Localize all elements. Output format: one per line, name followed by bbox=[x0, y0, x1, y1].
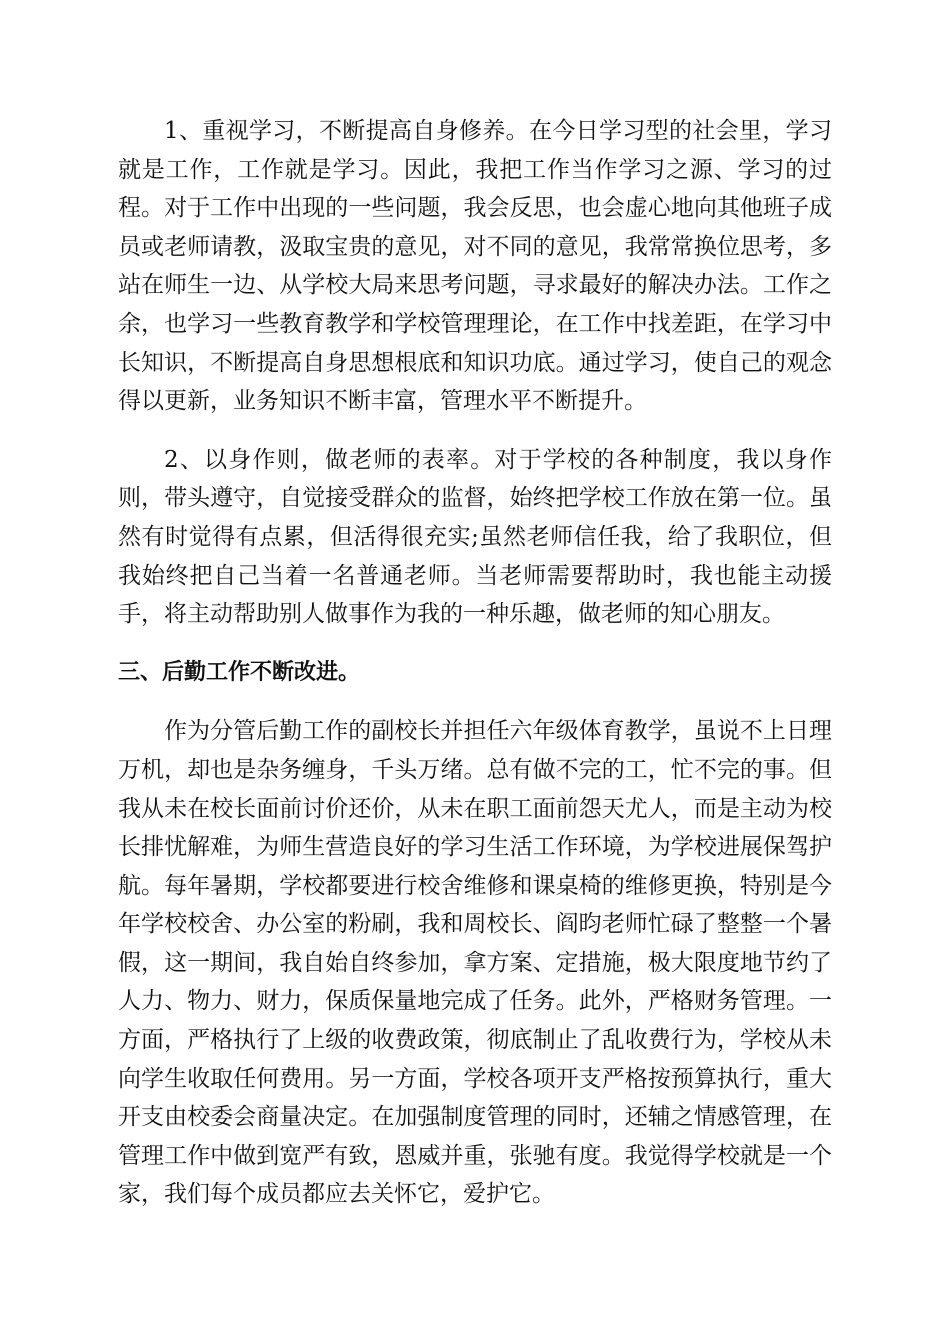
paragraph-spacer bbox=[118, 421, 832, 441]
paragraph-spacer bbox=[118, 692, 832, 712]
document-page bbox=[118, 112, 832, 1214]
paragraph-spacer bbox=[118, 634, 832, 654]
paragraph-lead-by-example: 2、以身作则，做老师的表率。对于学校的各种制度，我以身作则，带头遵守，自觉接受群众的监督，始终把学校工作放在第一位。虽然有时觉得有点累，但活得很充实;虽然老师信任我，给了我职位，但我始终把自己当着一名普通老师。当老师需要帮助时，我也能主动援手，将主动帮助别人做事作为我的一种乐趣，做老师的知心朋友。 bbox=[118, 446, 832, 628]
paragraph-study: 1、重视学习，不断提高自身修养。在今日学习型的社会里，学习就是工作，工作就是学习。因此，我把工作当作学习之源、学习的过程。对于工作中出现的一些问题，我会反思，也会虚心地向其他班子成员或老师请教，汲取宝贵的意见，对不同的意见，我常常换位思考，多站在师生一边、从学校大局来思考问题，寻求最好的解决办法。工作之余，也学习一些教育教学和学校管理理论，在工作中找差距，在学习中长知识，不断提高自身思想根底和知识功底。通过学习，使自己的观念得以更新，业务知识不断丰富，管理水平不断提升。 bbox=[118, 118, 832, 415]
paragraph-logistics: 作为分管后勤工作的副校长并担任六年级体育教学，虽说不上日理万机，却也是杂务缠身，千头万绪。总有做不完的工，忙不完的事。但我从未在校长面前讨价还价，从未在职工面前怨天尤人，而是主动为校长排忧解难，为师生营造良好的学习生活工作环境，为学校进展保驾护航。每年暑期，学校都要进行校舍维修和课桌椅的维修更换，特别是今年学校校舍、办公室的粉刷，我和周校长、阎昀老师忙碌了整整一个暑假，这一期间，我自始自终参加，拿方案、定措施，极大限度地节约了人力、物力、财力，保质保量地完成了任务。此外，严格财务管理。一方面，严格执行了上级的收费政策，彻底制止了乱收费行为，学校从未向学生收取任何费用。另一方面，学校各项开支严格按预算执行，重大开支由校委会商量决定。在加强制度管理的同时，还辅之情感管理，在管理工作中做到宽严有致，恩威并重，张驰有度。我觉得学校就是一个家，我们每个成员都应去关怀它，爱护它。 bbox=[118, 718, 832, 1208]
section-heading-logistics: 三、后勤工作不断改进。 bbox=[118, 659, 361, 685]
